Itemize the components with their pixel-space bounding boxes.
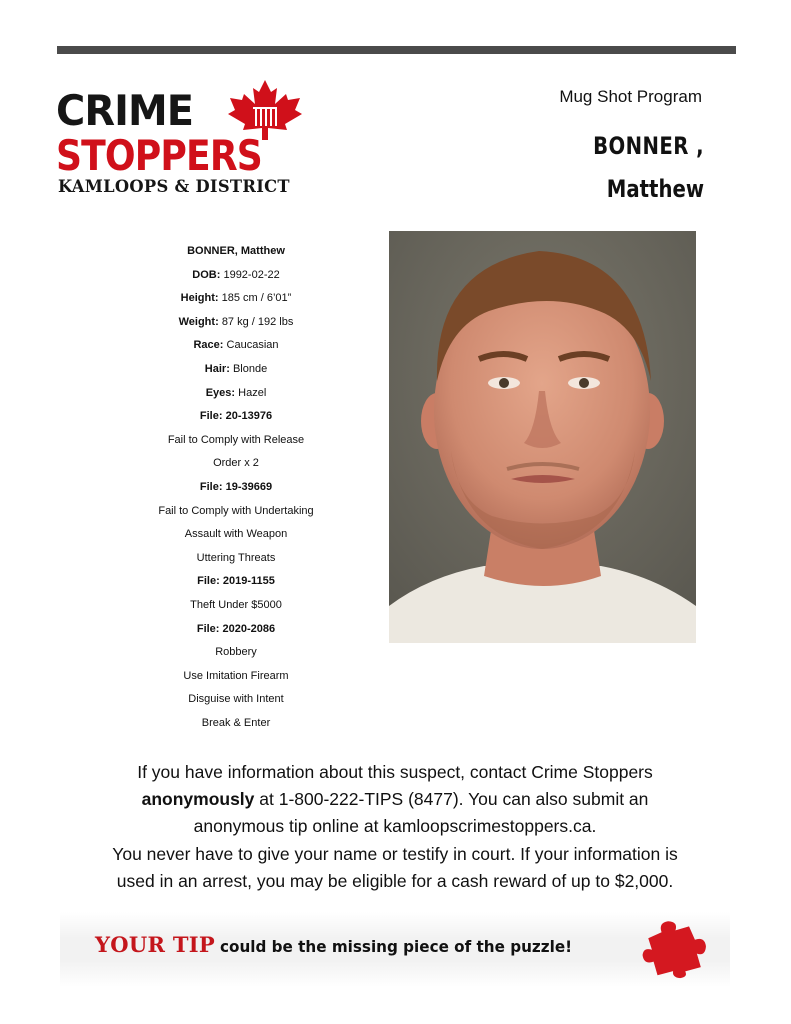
detail-colon: : [216,575,223,588]
suspect-details-list [116,240,356,735]
suspect-first-name: Matthew [606,175,704,203]
info-line-4: You never have to give your name or testify in court. If your information is [112,843,678,864]
detail-label: Eyes [205,386,232,399]
program-title: Mug Shot Program [559,87,702,106]
logo-crime-text: CRIME [56,86,194,135]
detail-value: Theft Under $5000 [190,598,282,611]
contact-information [40,759,750,895]
detail-value: Uttering Threats [196,551,276,564]
detail-line [116,287,356,311]
detail-value: Disguise with Intent [188,693,284,706]
banner-your-tip: YOUR TIP [95,932,216,957]
detail-value: 1992-02-22 [223,268,280,281]
detail-label: Weight [178,315,216,328]
detail-line [116,594,356,618]
detail-line [116,476,356,500]
detail-value: 87 kg / 192 lbs [221,315,294,328]
detail-line [116,334,356,358]
detail-value: Robbery [215,646,257,659]
detail-line [116,618,356,642]
detail-value: Order x 2 [213,457,259,470]
detail-colon: : [215,622,223,635]
detail-line [116,311,356,335]
detail-label: File [199,410,219,423]
info-anonymously: anonymously [141,789,255,810]
detail-colon: : [218,410,226,423]
detail-value: 2020-2086 [222,622,276,635]
detail-label: Height [180,292,215,305]
detail-value: 2019-1155 [222,575,275,588]
suspect-photo [389,231,696,643]
detail-line [116,405,356,429]
detail-line [116,665,356,689]
detail-value: Caucasian [226,339,279,352]
detail-label: DOB [192,268,217,281]
detail-value: Fail to Comply with Undertaking [158,504,314,517]
detail-line [116,358,356,382]
detail-label: File [199,480,219,493]
detail-value: Assault with Weapon [184,528,288,541]
detail-value: Fail to Comply with Release [167,433,305,446]
maple-leaf-jail-icon [220,78,310,140]
detail-colon: : [215,315,222,328]
detail-line [116,688,356,712]
detail-colon: : [218,480,226,493]
info-line-3: anonymous tip online at kamloopscrimestoppers.ca. [193,816,597,837]
detail-line [116,382,356,406]
detail-value: BONNER, Matthew [187,245,285,257]
detail-value: 185 cm / 6’01” [221,292,292,305]
detail-colon: : [226,362,233,375]
suspect-last-name: BONNER , [593,132,704,160]
detail-colon: : [214,292,222,305]
detail-line [116,523,356,547]
info-line-5: used in an arrest, you may be eligible for a cash reward of up to $2,000. [116,870,674,891]
logo-stoppers-text: STOPPERS [56,131,262,180]
detail-line [116,429,356,453]
detail-line [116,240,356,264]
info-line-2-rest: at 1-800-222-TIPS (8477). You can also submit an [254,789,649,810]
info-line-1: If you have information about this suspect, contact Crime Stoppers [137,762,653,782]
detail-label: File [196,622,216,635]
detail-line [116,452,356,476]
detail-value: Blonde [232,362,268,375]
detail-line [116,264,356,288]
crime-stoppers-logo [56,78,318,200]
logo-district-text: KAMLOOPS & DISTRICT [58,177,290,197]
detail-label: Race [193,339,220,352]
detail-label: Hair [204,362,227,375]
detail-value: Use Imitation Firearm [183,669,289,682]
detail-colon: : [216,268,224,281]
detail-colon: : [219,339,227,352]
detail-line [116,641,356,665]
puzzle-piece-icon [636,917,708,979]
detail-value: 19-39669 [225,480,273,493]
detail-value: Hazel [238,386,267,399]
detail-colon: : [231,386,239,399]
detail-label: File [197,575,217,588]
detail-line [116,547,356,571]
detail-value: Break & Enter [201,716,271,729]
detail-line [116,500,356,524]
banner-slogan: could be the missing piece of the puzzle! [220,937,573,956]
detail-line [116,712,356,736]
detail-value: 20-13976 [225,410,273,423]
top-rule [57,46,736,54]
info-line-2 [40,786,750,813]
detail-line [116,570,356,594]
